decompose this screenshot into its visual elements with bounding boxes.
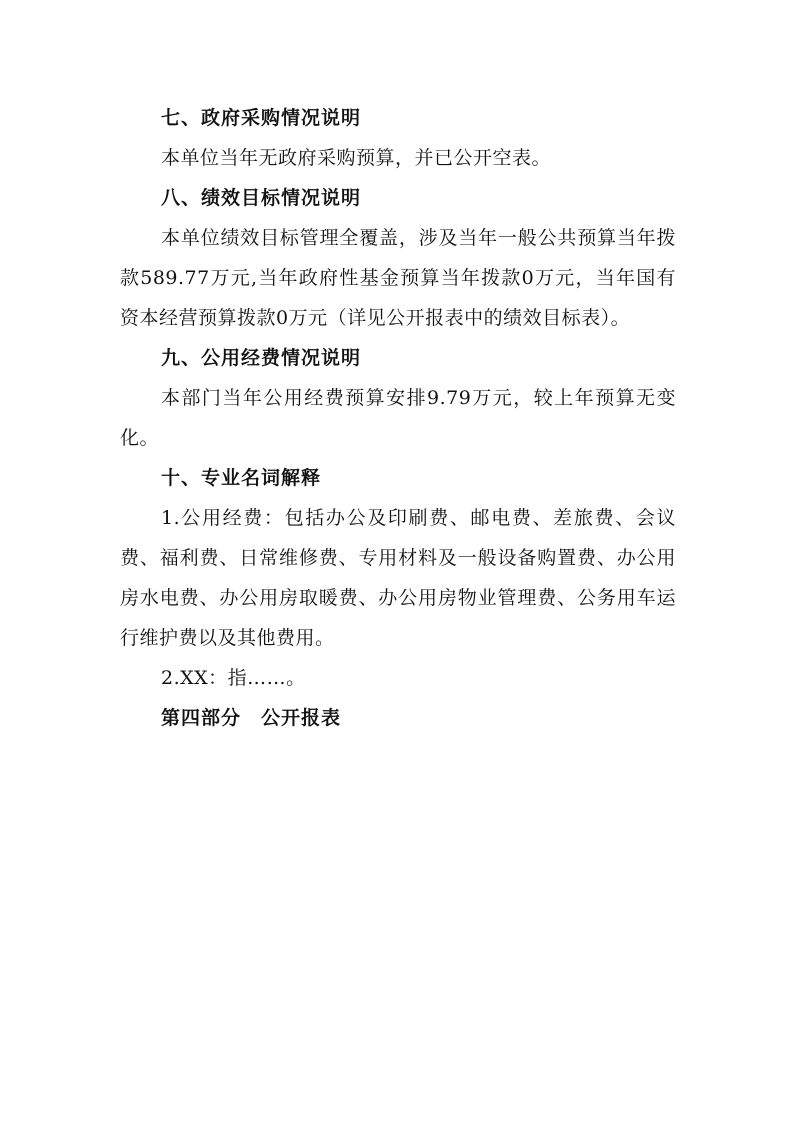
part-title: 第四部分 公开报表 [161,707,342,729]
page-content [120,98,676,738]
section-heading-performance: 八、绩效目标情况说明 [161,187,362,209]
section-heading-procurement: 七、政府采购情况说明 [161,107,362,129]
section-heading-public-funds: 九、公用经费情况说明 [161,347,362,369]
section-heading-glossary: 十、专业名词解释 [161,467,322,489]
glossary-item-2: 2.XX：指……。 [161,667,306,689]
procurement-paragraph: 本单位当年无政府采购预算，并已公开空表。 [161,147,552,169]
public-funds-paragraph: 本部门当年公用经费预算安排9.79万元，较上年预算无变化。 [120,387,676,449]
glossary-item-1: 1.公用经费：包括办公及印刷费、邮电费、差旅费、会议费、福利费、日常维修费、专用材料及一般设备购置费、办公用房水电费、办公用房取暖费、办公用房物业管理费、公务用车运行维护费以及其他费用。 [120,507,676,649]
performance-paragraph: 本单位绩效目标管理全覆盖，涉及当年一般公共预算当年拨款589.77万元,当年政府性基金预算当年拨款0万元，当年国有资本经营预算拨款0万元（详见公开报表中的绩效目标表）。 [120,227,676,329]
